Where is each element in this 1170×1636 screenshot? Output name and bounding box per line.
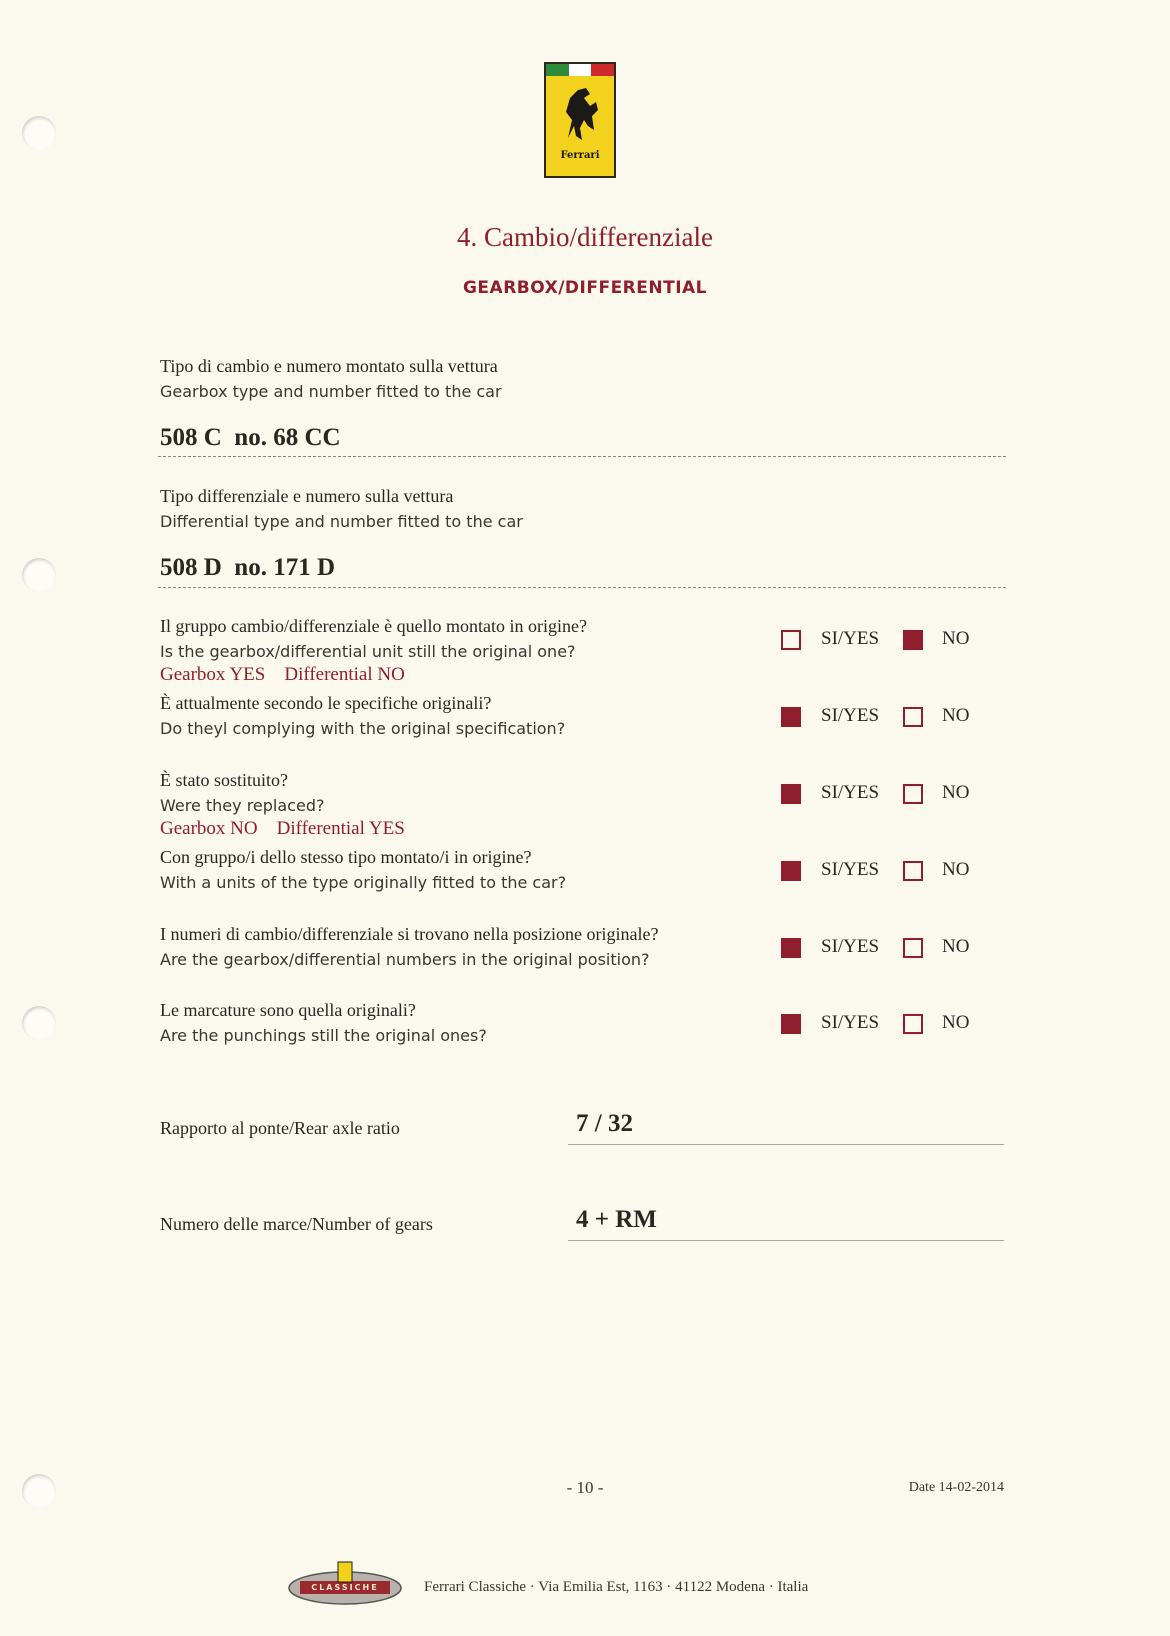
binder-hole [22, 1006, 56, 1040]
q5-no-checkbox[interactable] [903, 938, 923, 958]
number-of-gears-underline [568, 1240, 1004, 1241]
q4-yes-checkbox[interactable] [781, 861, 801, 881]
question-original-spec-en: Do theyl complying with the original specification? [160, 719, 566, 738]
logo-wordmark: Ferrari [560, 150, 600, 161]
q2-no-label: NO [942, 705, 970, 726]
question-original-unit-en: Is the gearbox/differential unit still the original one? [160, 642, 576, 661]
q2-yes-label: SI/YES [821, 705, 880, 726]
classiche-badge-text: CLASSICHE [311, 1583, 379, 1592]
q5-yes-label: SI/YES [821, 936, 880, 957]
q6-no-label: NO [942, 1012, 970, 1033]
q3-no-label: NO [942, 782, 970, 803]
gearbox-type-label-en: Gearbox type and number fitted to the car [160, 382, 502, 401]
question-replaced-it: È stato sostituito? [160, 770, 288, 790]
gearbox-type-value: 508 C no. 68 CC [160, 424, 341, 451]
q1-no-label: NO [942, 628, 970, 649]
differential-type-label-it: Tipo differenziale e numero sulla vettura [160, 486, 454, 506]
ferrari-classiche-badge [286, 1558, 404, 1614]
q3-no-checkbox[interactable] [903, 784, 923, 804]
q1-yes-checkbox[interactable] [781, 630, 801, 650]
q6-yes-label: SI/YES [821, 1012, 880, 1033]
q5-yes-checkbox[interactable] [781, 938, 801, 958]
question-number-position-en: Are the gearbox/differential numbers in the original position? [160, 950, 650, 969]
q1-no-checkbox[interactable] [903, 630, 923, 650]
q4-yes-label: SI/YES [821, 859, 880, 880]
document-date: Date 14-02-2014 [908, 1480, 1004, 1495]
question-replaced-en: Were they replaced? [160, 796, 325, 815]
q4-no-checkbox[interactable] [903, 861, 923, 881]
q4-no-label: NO [942, 859, 970, 880]
ferrari-logo [544, 62, 616, 178]
company-address: Ferrari Classiche · Via Emilia Est, 1163 · 41122 Modena · Italia [424, 1579, 809, 1595]
question-original-spec-it: È attualmente secondo le specifiche originali? [160, 693, 492, 713]
differential-type-value: 508 D no. 171 D [160, 554, 336, 581]
question-punchings-en: Are the punchings still the original ones? [160, 1026, 487, 1045]
q6-yes-checkbox[interactable] [781, 1014, 801, 1034]
section-title-italian: 4. Cambio/differenziale [457, 222, 713, 252]
question-same-type-it: Con gruppo/i dello stesso tipo montato/i in origine? [160, 847, 532, 867]
differential-type-label-en: Differential type and number fitted to the car [160, 512, 523, 531]
question-same-type-en: With a units of the type originally fitted to the car? [160, 873, 567, 892]
number-of-gears-value: 4 + RM [576, 1206, 657, 1233]
q2-yes-checkbox[interactable] [781, 707, 801, 727]
number-of-gears-label: Numero delle marce/Number of gears [160, 1214, 433, 1234]
rear-axle-ratio-label: Rapporto al ponte/Rear axle ratio [160, 1118, 400, 1138]
question-punchings-it: Le marcature sono quella originali? [160, 1000, 416, 1020]
binder-hole [22, 558, 56, 592]
prancing-horse-icon [546, 76, 614, 156]
q5-no-label: NO [942, 936, 970, 957]
rear-axle-ratio-value: 7 / 32 [576, 1110, 633, 1137]
divider [158, 587, 1006, 588]
q6-no-checkbox[interactable] [903, 1014, 923, 1034]
question-replaced-note: Gearbox NO Differential YES [160, 818, 405, 839]
divider [158, 456, 1006, 457]
question-original-unit-note: Gearbox YES Differential NO [160, 664, 405, 685]
section-title-english: GEARBOX/DIFFERENTIAL [462, 278, 708, 298]
binder-hole [22, 116, 56, 150]
q1-yes-label: SI/YES [821, 628, 880, 649]
q3-yes-checkbox[interactable] [781, 784, 801, 804]
question-number-position-it: I numeri di cambio/differenziale si trovano nella posizione originale? [160, 924, 659, 944]
question-original-unit-it: Il gruppo cambio/differenziale è quello montato in origine? [160, 616, 588, 636]
italian-flag-stripes [546, 64, 614, 76]
q3-yes-label: SI/YES [821, 782, 880, 803]
rear-axle-ratio-underline [568, 1144, 1004, 1145]
q2-no-checkbox[interactable] [903, 707, 923, 727]
page-number: - 10 - [566, 1478, 604, 1497]
gearbox-type-label-it: Tipo di cambio e numero montato sulla vettura [160, 356, 498, 376]
